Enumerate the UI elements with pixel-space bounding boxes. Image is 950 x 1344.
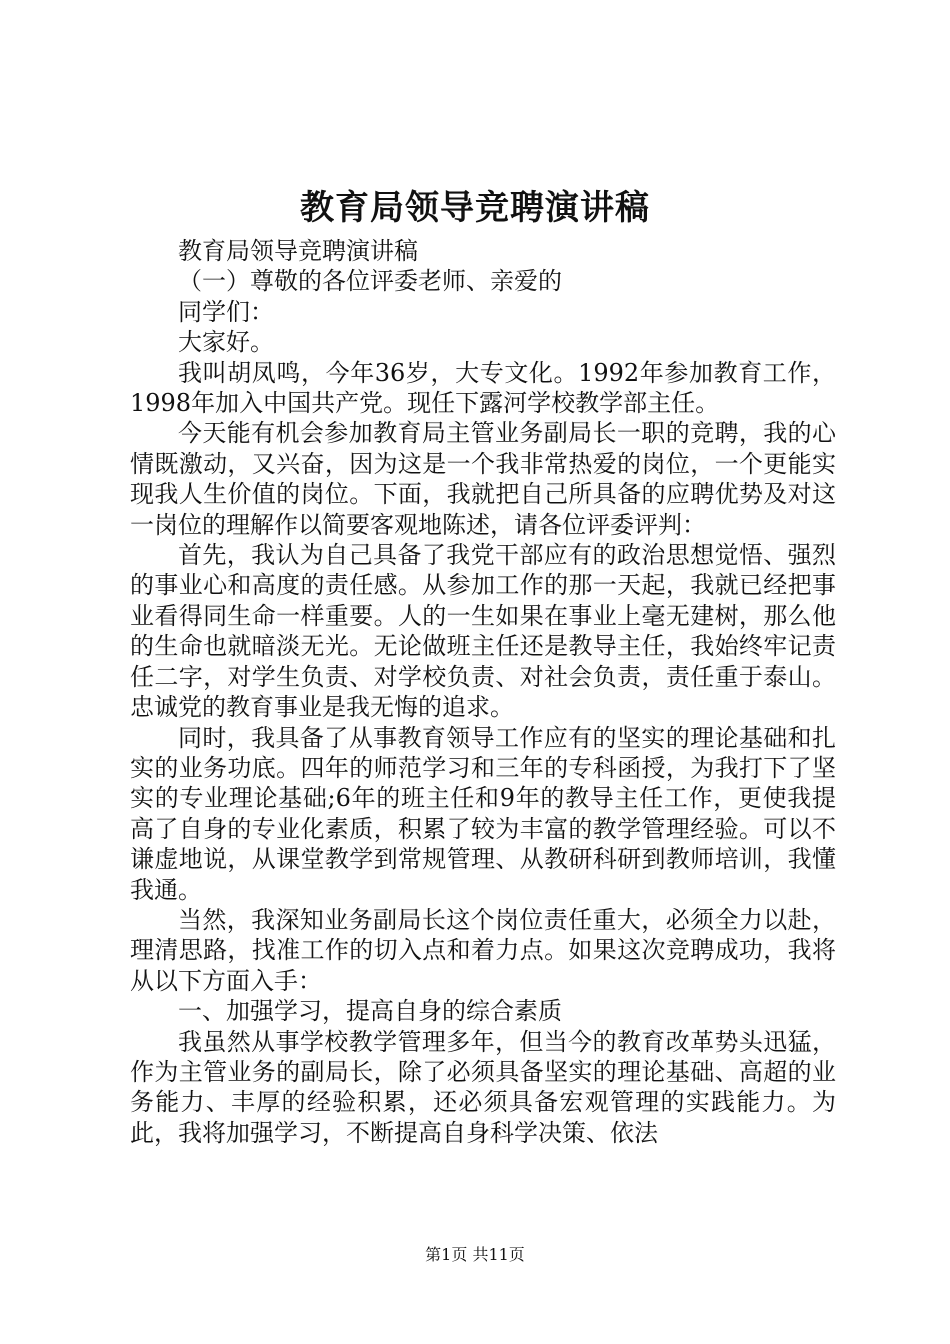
paragraph-first-point: 首先，我认为自己具备了我党干部应有的政治思想觉悟、强烈的事业心和高度的责任感。从参加工作的那一天起，我就已经把事业看得同生命一样重要。人的一生如果在事业上毫无建树，那么他的生命也就暗淡无光。无论做班主任还是教导主任，我始终牢记责任二字，对学生负责、对学校负责、对社会负责，责任重于泰山。忠诚党的教育事业是我无悔的追求。 <box>130 541 836 722</box>
paragraph-section-1: 我虽然从事学校教学管理多年，但当今的教育改革势头迅猛，作为主管业务的副局长，除了必须具备坚实的理论基础、高超的业务能力、丰厚的经验积累，还必须具备宏观管理的实践能力。为此，我将加强学习，不断提高自身科学决策、依法 <box>130 1027 836 1147</box>
paragraph-subtitle: 教育局领导竞聘演讲稿 <box>178 237 418 265</box>
page-footer: 第1页 共11页 <box>425 1245 525 1264</box>
document-title: 教育局领导竞聘演讲稿 <box>300 188 650 228</box>
paragraph-greeting: 大家好。 <box>178 328 274 357</box>
paragraph-opening: 今天能有机会参加教育局主管业务副局长一职的竞聘，我的心情既激动，又兴奋，因为这是一个我非常热爱的岗位，一个更能实现我人生价值的岗位。下面，我就把自己所具备的应聘优势及对这一岗位的理解作以简要客观地陈述，请各位评委评判： <box>130 419 836 539</box>
paragraph-introduction: 我叫胡凤鸣，今年36岁，大专文化。1992年参加教育工作，1998年加入中国共产党。现任下露河学校教学部主任。 <box>130 358 836 418</box>
section-heading-1: 一、加强学习，提高自身的综合素质 <box>178 997 562 1026</box>
paragraph-plan-intro: 当然，我深知业务副局长这个岗位责任重大，必须全力以赴，理清思路，找准工作的切入点和着力点。如果这次竞聘成功，我将从以下方面入手： <box>130 905 836 995</box>
paragraph-salutation-cont: 同学们： <box>178 297 274 326</box>
paragraph-second-point: 同时，我具备了从事教育领导工作应有的坚实的理论基础和扎实的业务功底。四年的师范学习和三年的专科函授，为我打下了坚实的专业理论基础;6年的班主任和9年的教导主任工作，更使我提高了自身的专业化素质，积累了较为丰富的教学管理经验。可以不谦虚地说，从课堂教学到常规管理、从教研科研到教师培训，我懂我通。 <box>130 723 836 904</box>
document-body <box>130 236 836 1148</box>
paragraph-salutation: （一）尊敬的各位评委老师、亲爱的 <box>178 267 562 296</box>
